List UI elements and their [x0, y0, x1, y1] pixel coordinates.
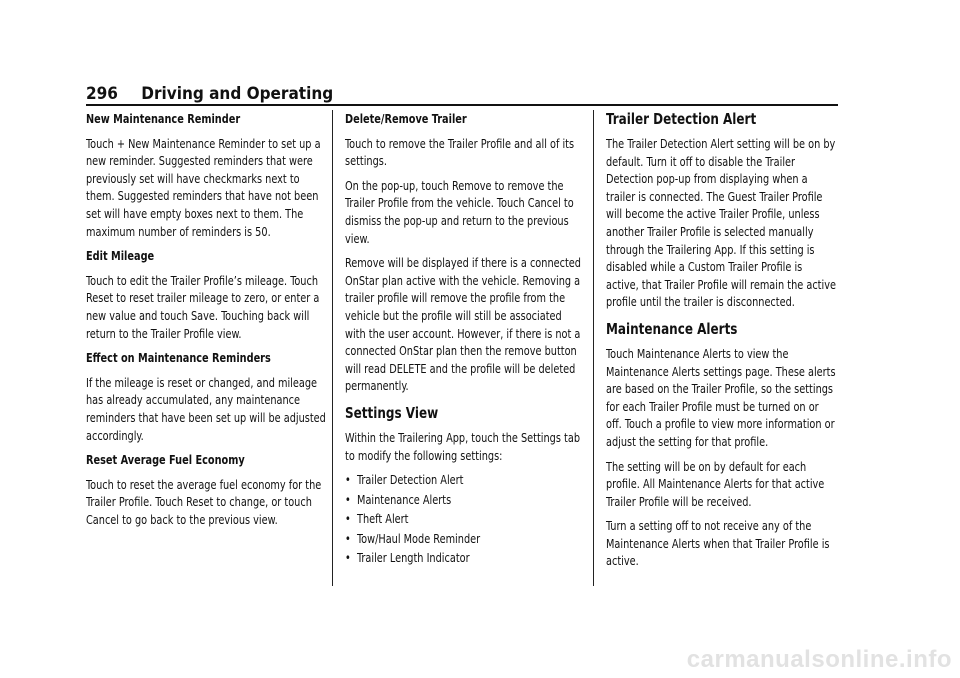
effect-on-maintenance-heading: Effect on Maintenance Reminders [86, 350, 271, 366]
effect-on-maintenance-text: If the mileage is reset or changed, and mileage has already accumulated, any maintenance reminders that have been set up will be adjusted accordingly. [86, 374, 326, 443]
list-item-label: Trailer Detection Alert [357, 472, 464, 488]
bullet-icon: • [345, 511, 351, 527]
delete-trailer-text-2: On the pop-up, touch Remove to remove the Trailer Profile from the vehicle. Touch Cancel to dismiss the pop-up and return to the previous view. [345, 177, 574, 246]
list-item [345, 549, 585, 567]
maintenance-alerts-text-2: The setting will be on by default for each profile. All Maintenance Alerts for that active Trailer Profile will be received. [606, 458, 825, 509]
list-item [345, 510, 585, 528]
column-3 [606, 110, 836, 577]
reset-fuel-economy-text: Touch to reset the average fuel economy for the Trailer Profile. Touch Reset to change, or touch Cancel to go back to the previous view. [86, 476, 322, 527]
delete-trailer-text-1: Touch to remove the Trailer Profile and all of its settings. [345, 135, 575, 169]
list-item [345, 491, 585, 509]
column-divider-2 [593, 110, 594, 586]
edit-mileage-text: Touch to edit the Trailer Profile’s mileage. Touch Reset to reset trailer mileage to zero, or enter a new value and touch Save. Touching back will return to the Trailer Profile view. [86, 272, 320, 341]
section-title: Driving and Operating [141, 84, 334, 104]
column-divider-1 [332, 110, 333, 586]
settings-list [345, 471, 585, 567]
bullet-icon: • [345, 472, 351, 488]
header-rule [86, 104, 838, 106]
trailer-detection-alert-heading: Trailer Detection Alert [606, 110, 757, 128]
new-maintenance-reminder-heading: New Maintenance Reminder [86, 111, 241, 126]
new-maintenance-reminder-text: Touch + New Maintenance Reminder to set up a new reminder. Suggested reminders that were previously set will have checkmarks next to them. Suggested reminders that have not been set will have empty boxes next to them. The maximum number of reminders is 50. [86, 135, 321, 239]
list-item-label: Tow/Haul Mode Reminder [357, 530, 481, 546]
settings-view-text: Within the Trailering App, touch the Settings tab to modify the following settings: [345, 429, 581, 463]
column-2 [345, 110, 585, 569]
page-header [86, 84, 333, 104]
maintenance-alerts-heading: Maintenance Alerts [606, 319, 738, 338]
watermark: carmanualsonline.info [686, 646, 952, 673]
maintenance-alerts-text-1: Touch Maintenance Alerts to view the Maintenance Alerts settings page. These alerts are based on the Trailer Profile, so the settings for each Trailer Profile must be turned on or off. Touch a profile to view more information or adjust the setting for that profile. [606, 345, 836, 449]
edit-mileage-heading: Edit Mileage [86, 248, 155, 264]
maintenance-alerts-text-3: Turn a setting off to not receive any of the Maintenance Alerts when that Trailer Profile is active. [606, 518, 830, 569]
bullet-icon: • [345, 491, 351, 507]
delete-trailer-text-3: Remove will be displayed if there is a connected OnStar plan active with the vehicle. Removing a trailer profile will remove the profile from the vehicle but the profile will still be associated with the user account. However, if there is not a connected OnStar plan then the remove button will read DELETE and the profile will be deleted permanently. [345, 255, 581, 394]
page-number: 296 [86, 84, 118, 104]
reset-fuel-economy-heading: Reset Average Fuel Economy [86, 452, 245, 468]
list-item-label: Trailer Length Indicator [357, 550, 470, 566]
delete-trailer-heading: Delete/Remove Trailer [345, 111, 467, 126]
list-item-label: Theft Alert [357, 511, 409, 527]
settings-view-heading: Settings View [345, 403, 439, 422]
bullet-icon: • [345, 530, 351, 546]
list-item [345, 530, 585, 548]
list-item [345, 471, 585, 489]
bullet-icon: • [345, 550, 351, 566]
list-item-label: Maintenance Alerts [357, 491, 452, 507]
trailer-detection-alert-text: The Trailer Detection Alert setting will be on by default. Turn it off to disable the Trailer Detection pop-up from displaying when a trailer is connected. The Guest Trailer Profile will become the active Trailer Profile, unless another Trailer Profile is selected manually through the Trailering App. If this setting is disabled while a Custom Trailer Profile is active, that Trailer Profile will remain the active profile until the trailer is disconnected. [606, 136, 836, 310]
column-1 [86, 110, 326, 535]
